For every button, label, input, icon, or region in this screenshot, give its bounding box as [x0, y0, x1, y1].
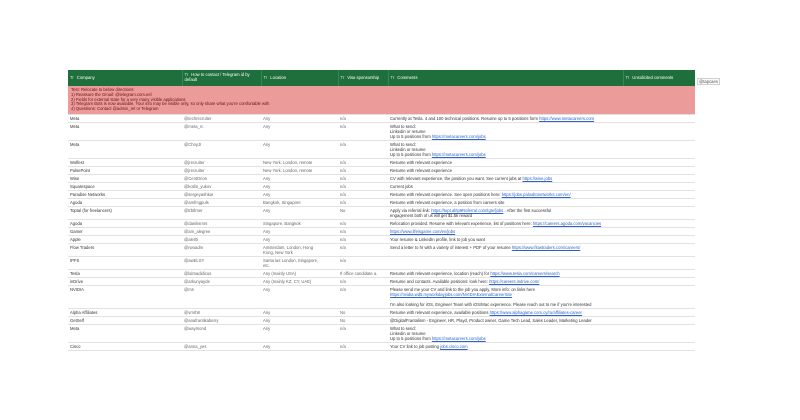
- visa-cell[interactable]: n/a: [338, 166, 388, 174]
- comments-cell[interactable]: Current jobs: [388, 182, 623, 190]
- unsolicited-cell[interactable]: [623, 140, 695, 158]
- contact-cell[interactable]: @amfmgpuls: [182, 198, 261, 206]
- visa-cell[interactable]: n/a: [338, 198, 388, 206]
- comments-cell[interactable]: [388, 256, 623, 269]
- table-row: [68, 166, 695, 174]
- contact-cell[interactable]: @ms: [182, 285, 261, 308]
- instructions-text: [68, 86, 695, 114]
- company-cell[interactable]: Meta: [68, 140, 182, 158]
- column-header-1[interactable]: [182, 70, 261, 86]
- table-row: [68, 235, 695, 243]
- table-row: [68, 227, 695, 235]
- unsolicited-cell[interactable]: [623, 243, 695, 256]
- table-row: [68, 206, 695, 219]
- visa-cell[interactable]: n/a: [338, 227, 388, 235]
- comments-cell[interactable]: What to send: Linkedin or resume Up to 5 positions from https://metacareers.com/jobs: [388, 324, 623, 342]
- column-header-label: Company: [76, 74, 95, 80]
- comment-link[interactable]: https://www.lifeisgame.com/en/jobs: [390, 228, 456, 234]
- instructions-line: 1) Reassure the Gmail: @telegram.com.eel: [71, 91, 152, 97]
- table-row: [68, 285, 695, 308]
- location-cell[interactable]: Any: [261, 316, 338, 324]
- company-cell[interactable]: Meta: [68, 114, 182, 122]
- company-cell[interactable]: Squarespace: [68, 182, 182, 190]
- comments-cell[interactable]: Please send me your CV and link to the job you apply, More info: on links here https://nvidia.wd5.myworkdayjobs.com/NVIDIAExternalCareerSite I'm also looking for iOS, Engineer Team with iOS/Mac experience. Please reach out to me if you're interested: [388, 285, 623, 308]
- comment-link[interactable]: https://metacareers.com/jobs: [431, 151, 486, 157]
- visa-cell[interactable]: No: [338, 316, 388, 324]
- unsolicited-cell[interactable]: [623, 227, 695, 235]
- unsolicited-cell[interactable]: [623, 219, 695, 227]
- column-header-3[interactable]: [338, 70, 388, 86]
- unsolicited-cell[interactable]: [623, 174, 695, 182]
- comment-link[interactable]: https://metacareers.com/jobs: [431, 133, 486, 139]
- comment-link[interactable]: https://www.flowtraders.com/careers/: [511, 244, 581, 250]
- contact-cell[interactable]: @CentDrion: [182, 174, 261, 182]
- comment-link[interactable]: https://jobs.paloaltonetworks.com/en/: [501, 191, 571, 197]
- table-row: [68, 269, 695, 277]
- company-cell[interactable]: Agoda: [68, 219, 182, 227]
- company-cell[interactable]: Apple: [68, 235, 182, 243]
- company-cell[interactable]: Agoda: [68, 198, 182, 206]
- comments-cell[interactable]: Resume with relevant experience. See open positions here: https://jobs.paloaltonetworks.com/en/: [388, 190, 623, 198]
- company-cell[interactable]: Meta: [68, 324, 182, 342]
- location-cell[interactable]: Any (mainly KZ, CY, UAE): [261, 277, 338, 285]
- table-row: [68, 190, 695, 198]
- location-cell[interactable]: Any (mainly USA): [261, 269, 338, 277]
- unsolicited-cell[interactable]: [623, 190, 695, 198]
- column-header-label: Comments: [397, 74, 418, 80]
- contact-cell[interactable]: @anafrantikaberry: [182, 316, 261, 324]
- instructions-line: 4) Questions: Contact @admin_rel or Telegram: [71, 106, 159, 112]
- location-cell[interactable]: Any: [261, 140, 338, 158]
- column-header-5[interactable]: [623, 70, 695, 86]
- location-cell[interactable]: Any: [261, 114, 338, 122]
- table-row: [68, 174, 695, 182]
- contact-cell[interactable]: @sergeyashkar: [182, 190, 261, 198]
- visa-cell[interactable]: n/a: [338, 235, 388, 243]
- column-header-label: Unsolicited comments: [632, 74, 674, 80]
- unsolicited-cell[interactable]: [623, 235, 695, 243]
- visa-cell[interactable]: No: [338, 308, 388, 316]
- unsolicited-cell[interactable]: [623, 277, 695, 285]
- visa-cell[interactable]: n/a: [338, 277, 388, 285]
- contact-cell[interactable]: @awELSY: [182, 256, 261, 269]
- comment-link[interactable]: https://www.tesla.com/careers/search: [490, 270, 560, 276]
- location-cell[interactable]: Any: [261, 122, 338, 140]
- contact-cell[interactable]: @kotlin_yukov: [182, 182, 261, 190]
- company-cell[interactable]: Alpha Affiliates: [68, 308, 182, 316]
- table-row: [68, 256, 695, 269]
- comments-cell[interactable]: Resume with relevant experience, available positions https://www.alphagame.com.cy/ru/affiliates-career: [388, 308, 623, 316]
- location-cell[interactable]: Any: [261, 182, 338, 190]
- location-cell[interactable]: Any: [261, 190, 338, 198]
- comments-cell[interactable]: Send a letter to hr with a variety of interest + PDF of your resume https://www.flowtraders.com/careers/: [388, 243, 623, 256]
- company-cell[interactable]: inDrive: [68, 277, 182, 285]
- jobs-table: [68, 70, 695, 351]
- unsolicited-cell[interactable]: [623, 182, 695, 190]
- contact-cell[interactable]: @aleI0i: [182, 235, 261, 243]
- location-cell[interactable]: Amsterdam, London, Hong Kong, New York: [261, 243, 338, 256]
- visa-cell[interactable]: If office candidate a.: [338, 269, 388, 277]
- comment-link[interactable]: https://careers.agoda.com/vacancies: [532, 220, 602, 226]
- comments-cell[interactable]: Currently at Tesla. 4 and 100 technical positions. Resume up to 5 positions form https://www.metacareers.com: [388, 114, 623, 122]
- column-type-icon: Tr: [263, 74, 268, 80]
- location-cell[interactable]: Any: [261, 206, 338, 219]
- unsolicited-cell[interactable]: [623, 158, 695, 166]
- location-cell[interactable]: Any: [261, 342, 338, 350]
- location-cell[interactable]: Any: [261, 227, 338, 235]
- company-cell[interactable]: Gamer: [68, 227, 182, 235]
- column-type-icon: Tr: [70, 74, 74, 80]
- contact-cell[interactable]: @lalmadidicus: [182, 269, 261, 277]
- table-row: [68, 198, 695, 206]
- unsolicited-cell[interactable]: [623, 206, 695, 219]
- comment-link[interactable]: https://www.alphagame.com.cy/ru/affiliates-career: [489, 309, 582, 315]
- comments-cell[interactable]: Resume with relevant experience, location (reach) for https://www.tesla.com/careers/search: [388, 269, 623, 277]
- contact-cell[interactable]: @jrecruiter: [182, 158, 261, 166]
- visa-cell[interactable]: n/a: [338, 190, 388, 198]
- visa-cell[interactable]: n/a: [338, 256, 388, 269]
- company-cell[interactable]: Toptal (for freelancers): [68, 206, 182, 219]
- comments-cell[interactable]: What to send: Linkedin or resume Up to 5 positions from https://metacareers.com/jobs: [388, 122, 623, 140]
- comments-cell[interactable]: Relocation provided. Resume with relevant experience, list of positions here: https://careers.agoda.com/vacancies: [388, 219, 623, 227]
- unsolicited-cell[interactable]: [623, 166, 695, 174]
- location-cell[interactable]: Any: [261, 235, 338, 243]
- comments-cell[interactable]: @DigitalFrantalism - Engineer, HR, Playd, Product owner, Game Tech Lead, Sales Leader, Marketing Leader: [388, 316, 623, 324]
- comments-cell[interactable]: What to send: Linkedin or resume Up to 5 positions from https://metacareers.com/jobs: [388, 140, 623, 158]
- unsolicited-cell[interactable]: [623, 308, 695, 316]
- unsolicited-cell[interactable]: [623, 342, 695, 350]
- contact-cell[interactable]: @trbtlrner: [182, 206, 261, 219]
- location-cell[interactable]: New York, London, remote: [261, 158, 338, 166]
- header-row: [68, 70, 695, 86]
- column-type-icon: Tr: [340, 74, 345, 80]
- company-cell[interactable]: Wolfest: [68, 158, 182, 166]
- comments-cell[interactable]: Resume and contacts. Available positions: look here: https://careers.indrive.com/: [388, 277, 623, 285]
- instructions-line: 3) Telegram Bots is now available. Your info may be visible only, so only share what you're comfortable with: [71, 101, 270, 107]
- contact-cell[interactable]: @meta_rc: [182, 122, 261, 140]
- company-cell[interactable]: Flow Traders: [68, 243, 182, 256]
- unsolicited-cell[interactable]: [623, 198, 695, 206]
- unsolicited-cell[interactable]: [623, 114, 695, 122]
- comments-cell[interactable]: Resume with relevant experience: [388, 166, 623, 174]
- company-cell[interactable]: IPFS: [68, 256, 182, 269]
- table-row: [68, 308, 695, 316]
- instructions-line: 2) Fields for external state for a very many visible applications: [71, 96, 186, 102]
- contact-cell[interactable]: @techrecruiter: [182, 114, 261, 122]
- comment-link[interactable]: https://topt.al/tp9Referral.com/tgrefjobs: [431, 207, 504, 213]
- comments-cell[interactable]: [388, 227, 623, 235]
- contact-cell[interactable]: @am_alegree: [182, 227, 261, 235]
- visa-cell[interactable]: n/a: [338, 182, 388, 190]
- contact-cell[interactable]: @vmrh8: [182, 308, 261, 316]
- unsolicited-cell[interactable]: [623, 256, 695, 269]
- company-cell[interactable]: GetSelf: [68, 316, 182, 324]
- comments-cell[interactable]: Resume with relevant experience: [388, 158, 623, 166]
- location-cell[interactable]: Any: [261, 174, 338, 182]
- column-header-label: Visa sponsorship: [347, 74, 380, 80]
- unsolicited-cell[interactable]: [623, 285, 695, 308]
- company-cell[interactable]: Tesla: [68, 269, 182, 277]
- visa-cell[interactable]: n/a: [338, 285, 388, 308]
- company-cell[interactable]: PulsePoint: [68, 166, 182, 174]
- spreadsheet: [68, 70, 695, 420]
- comment-link[interactable]: https://nvidia.wd5.myworkdayjobs.com/NVIDIAExternalCareerSite: [390, 291, 512, 297]
- contact-cell[interactable]: @jrecruiter: [182, 166, 261, 174]
- visa-cell[interactable]: n/a: [338, 324, 388, 342]
- column-type-icon: Tr: [184, 72, 189, 78]
- contact-cell[interactable]: @anna_yes: [182, 342, 261, 350]
- company-cell[interactable]: Paradise Networks: [68, 190, 182, 198]
- location-cell[interactable]: Any: [261, 285, 338, 308]
- table-row: [68, 219, 695, 227]
- visa-cell[interactable]: n/a: [338, 158, 388, 166]
- column-header-0[interactable]: [68, 70, 182, 86]
- table-row: [68, 114, 695, 122]
- comment-link[interactable]: https://careers.indrive.com/: [489, 278, 540, 284]
- company-cell[interactable]: Cisco: [68, 342, 182, 350]
- table-row: [68, 243, 695, 256]
- company-cell[interactable]: Wise: [68, 174, 182, 182]
- instructions-line: Test: Relocate to below directions:: [71, 87, 135, 92]
- table-row: [68, 277, 695, 285]
- table-row: [68, 140, 695, 158]
- unsolicited-cell[interactable]: [623, 122, 695, 140]
- company-cell[interactable]: NVIDIA: [68, 285, 182, 308]
- comment-link[interactable]: jobs.cisco.com: [440, 343, 468, 349]
- table-row: [68, 158, 695, 166]
- contact-cell[interactable]: @waymond: [182, 324, 261, 342]
- comments-cell[interactable]: Apply via referral link: https://topt.al/tp9Referral.com/tgrefjobs . After the first successful engagement both of us will get $1.5k reward: [388, 206, 623, 219]
- table-row: [68, 324, 695, 342]
- table-row: [68, 342, 695, 350]
- table-row: [68, 316, 695, 324]
- location-cell[interactable]: Santa las London, Singapore, etc.: [261, 256, 338, 269]
- contact-cell[interactable]: @daniksmrs: [182, 219, 261, 227]
- unsolicited-cell[interactable]: [623, 316, 695, 324]
- location-cell[interactable]: New York, London, remote: [261, 166, 338, 174]
- column-header-label: How to contact / Telegram id by default: [184, 72, 250, 82]
- table-row: [68, 182, 695, 190]
- visa-cell[interactable]: n/a: [338, 219, 388, 227]
- contact-cell[interactable]: @rwoadm: [182, 243, 261, 256]
- visa-cell[interactable]: n/a: [338, 174, 388, 182]
- visa-cell[interactable]: n/a: [338, 140, 388, 158]
- instructions-banner: [68, 86, 695, 114]
- location-cell[interactable]: Singapore, Bangkok: [261, 219, 338, 227]
- visa-cell[interactable]: n/a: [338, 122, 388, 140]
- comments-cell[interactable]: CV with relevant experience, the position you want. See current jobs at https://wise.jobs: [388, 174, 623, 182]
- comment-link[interactable]: https://metacareers.com/jobs: [431, 335, 486, 341]
- location-cell[interactable]: Any: [261, 308, 338, 316]
- location-cell[interactable]: Any: [261, 324, 338, 342]
- comment-link[interactable]: https://wise.jobs: [522, 175, 553, 181]
- comment-link[interactable]: https://www.metacareers.com: [539, 115, 595, 121]
- visa-cell[interactable]: No: [338, 206, 388, 219]
- location-cell[interactable]: Bangkok, Singapore: [261, 198, 338, 206]
- unsolicited-cell[interactable]: [623, 269, 695, 277]
- company-cell[interactable]: Meta: [68, 122, 182, 140]
- column-header-4[interactable]: [388, 70, 623, 86]
- comments-cell[interactable]: Your CV link to job posting jobs.cisco.com: [388, 342, 623, 350]
- visa-cell[interactable]: n/a: [338, 243, 388, 256]
- unsolicited-cell[interactable]: [623, 324, 695, 342]
- comments-cell[interactable]: Your resume & LinkedIn profile, link to job you want: [388, 235, 623, 243]
- visa-cell[interactable]: n/a: [338, 114, 388, 122]
- column-type-icon: Tr: [390, 74, 395, 80]
- contact-cell[interactable]: @ChnyJI: [182, 140, 261, 158]
- column-header-label: Location: [270, 74, 287, 80]
- column-type-icon: Tr: [625, 74, 630, 80]
- table-row: [68, 122, 695, 140]
- comments-cell[interactable]: Resume with relevant experience, a position from careers site: [388, 198, 623, 206]
- contact-cell[interactable]: @arkunyayde: [182, 277, 261, 285]
- column-header-2[interactable]: [261, 70, 338, 86]
- side-tag-handle[interactable]: @tapcaes: [699, 79, 718, 84]
- visa-cell[interactable]: n/a: [338, 342, 388, 350]
